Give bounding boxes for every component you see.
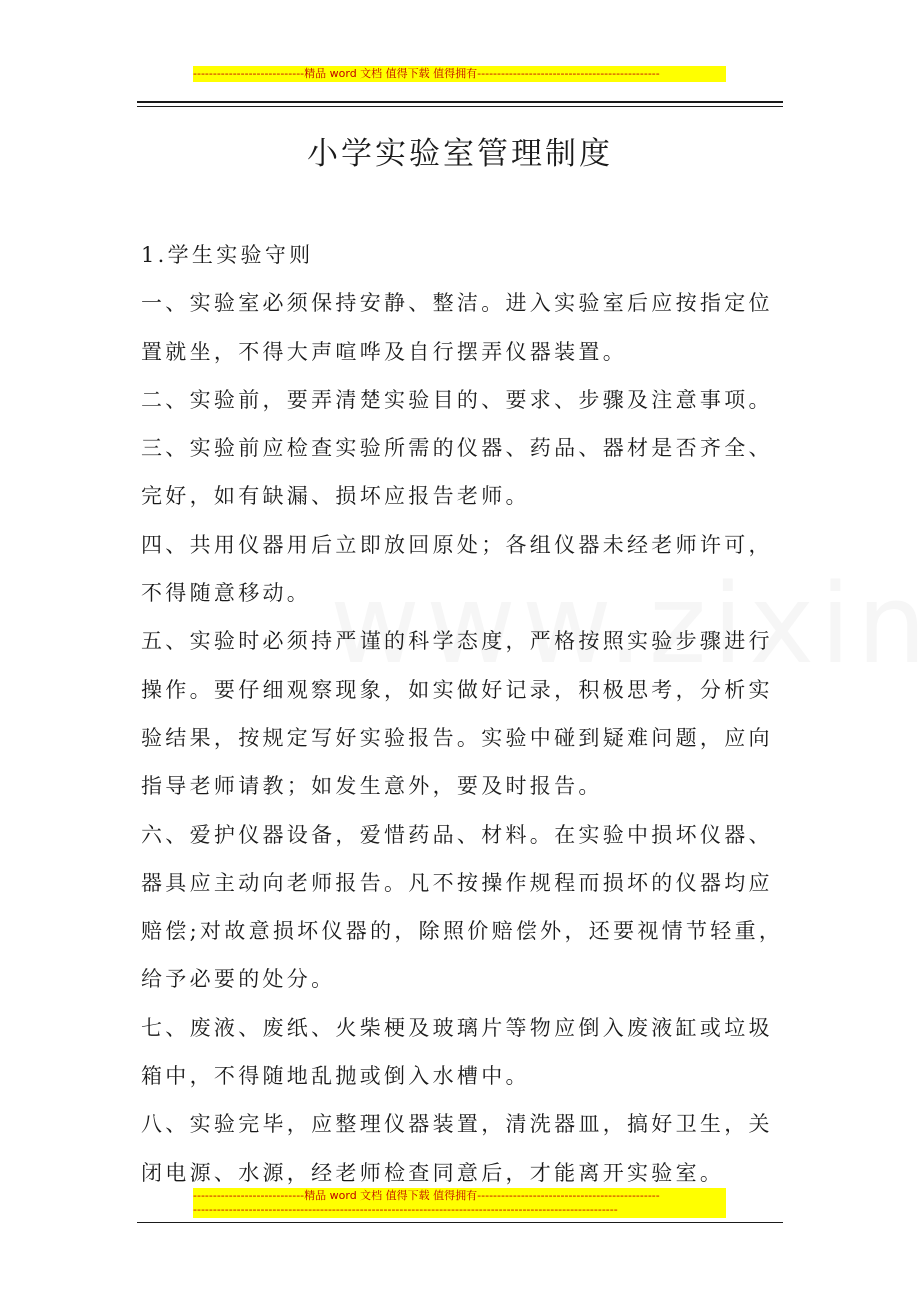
rule-paragraph-8: 八、实验完毕，应整理仪器装置，清洗器皿，搞好卫生，关闭电源、水源，经老师检查同意后，才能离开实验室。 (141, 1112, 773, 1185)
rule-paragraph-2: 二、实验前，要弄清楚实验目的、要求、步骤及注意事项。 (141, 387, 773, 412)
footer-banner-dashes: ----------------------------------------------------------------------------------------------------------- (193, 1204, 726, 1218)
header-rule-thick (137, 101, 783, 103)
rule-paragraph-4: 四、共用仪器用后立即放回原处；各组仪器未经老师许可，不得随意移动。 (141, 532, 773, 606)
rule-paragraph-6: 六、爱护仪器设备，爱惜药品、材料。在实验中损坏仪器、器具应主动向老师报告。凡不按操作规程而损坏的仪器均应赔偿;对故意损坏仪器的，除照价赔偿外，还要视情节轻重，给予必要的处分。 (141, 822, 784, 992)
rule-paragraph-1: 一、实验室必须保持安静、整洁。进入实验室后应按指定位置就坐，不得大声喧哗及自行摆弄仪器装置。 (141, 291, 773, 364)
rule-paragraph-7: 七、废液、废纸、火柴梗及玻璃片等物应倒入废液缸或垃圾箱中，不得随地乱抛或倒入水槽中。 (141, 1015, 773, 1089)
document-body (141, 231, 796, 1197)
footer-rule (137, 1222, 783, 1223)
header-rule-thin (137, 106, 783, 107)
section-heading: 1.学生实验守则 (141, 243, 314, 267)
document-title: 小学实验室管理制度 (307, 136, 613, 172)
footer-banner: ----------------------------精品 word 文档 值得下载 值得拥有---------------------------------------------- (193, 1188, 726, 1204)
rule-paragraph-3: 三、实验前应检查实验所需的仪器、药品、器材是否齐全、完好，如有缺漏、损坏应报告老师。 (141, 436, 773, 509)
header-banner: ----------------------------精品 word 文档 值得下载 值得拥有---------------------------------------------- (193, 66, 726, 82)
rule-paragraph-5: 五、实验时必须持严谨的科学态度，严格按照实验步骤进行操作。要仔细观察现象，如实做好记录，积极思考，分析实验结果，按规定写好实验报告。实验中碰到疑难问题，应向指导老师请教；如发生意外，要及时报告。 (141, 629, 773, 799)
